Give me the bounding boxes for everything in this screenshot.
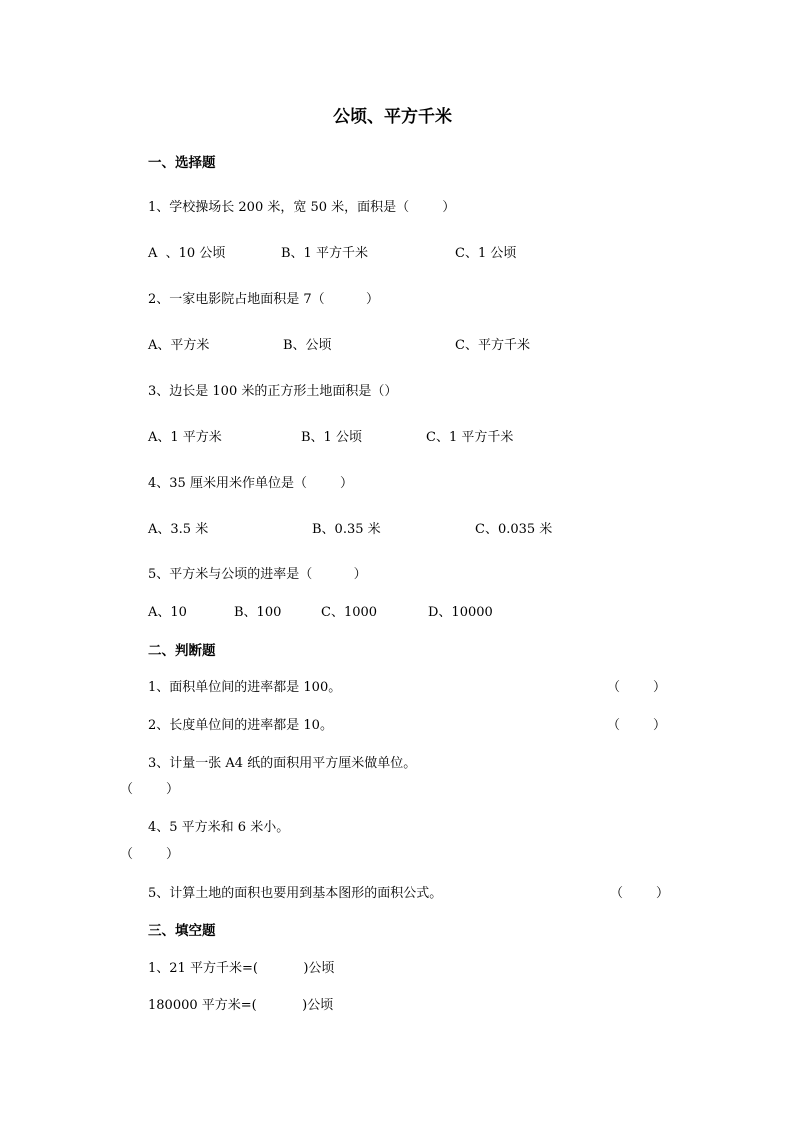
- question-text: 5、平方米与公顷的进率是（ ）: [148, 567, 367, 582]
- option: C、1 公顷: [455, 246, 517, 261]
- option: C、0.035 米: [475, 522, 553, 537]
- question-text: 4、35 厘米用米作单位是（ ）: [148, 476, 354, 491]
- statement-text: 1、面积单位间的进率都是 100。: [148, 680, 342, 695]
- section-heading-judgement: 二、判断题: [148, 643, 216, 659]
- question-text: 1、学校操场长 200 米，宽 50 米，面积是（ ）: [148, 200, 456, 215]
- fill-in-text: 180000 平方米=( )公顷: [148, 998, 334, 1013]
- option: A、10: [148, 605, 187, 620]
- statement-text: 3、计量一张 A4 纸的面积用平方厘米做单位。: [148, 756, 417, 771]
- answer-blank: （ ）: [607, 680, 667, 695]
- statement-text: 4、5 平方米和 6 米小。: [148, 820, 290, 835]
- option: C、1 平方千米: [426, 430, 514, 445]
- option: A、3.5 米: [148, 522, 209, 537]
- question-text: 2、一家电影院占地面积是 7（ ）: [148, 292, 379, 307]
- option: B、1 公顷: [301, 430, 362, 445]
- option: A、平方米: [148, 338, 210, 353]
- option: A 、10 公顷: [148, 246, 226, 261]
- section-heading-fill-in: 三、填空题: [148, 923, 216, 939]
- statement-text: 5、计算土地的面积也要用到基本图形的面积公式。: [148, 886, 443, 901]
- option: B、100: [234, 605, 282, 620]
- option: C、1000: [321, 605, 378, 620]
- option: B、0.35 米: [312, 522, 381, 537]
- option: C、平方千米: [455, 338, 530, 353]
- option: A、1 平方米: [148, 430, 222, 445]
- option: B、1 平方千米: [281, 246, 368, 261]
- option: D、10000: [428, 605, 493, 620]
- fill-in-text: 1、21 平方千米=( )公顷: [148, 961, 335, 976]
- answer-blank: （ ）: [120, 782, 180, 797]
- statement-text: 2、长度单位间的进率都是 10。: [148, 718, 333, 733]
- section-heading-choice: 一、选择题: [148, 155, 216, 171]
- answer-blank: （ ）: [610, 886, 670, 901]
- option: B、公顷: [283, 338, 332, 353]
- answer-blank: （ ）: [607, 718, 667, 733]
- question-text: 3、边长是 100 米的正方形土地面积是（）: [148, 384, 398, 399]
- page-title: 公顷、平方千米: [333, 107, 452, 127]
- answer-blank: （ ）: [120, 847, 180, 862]
